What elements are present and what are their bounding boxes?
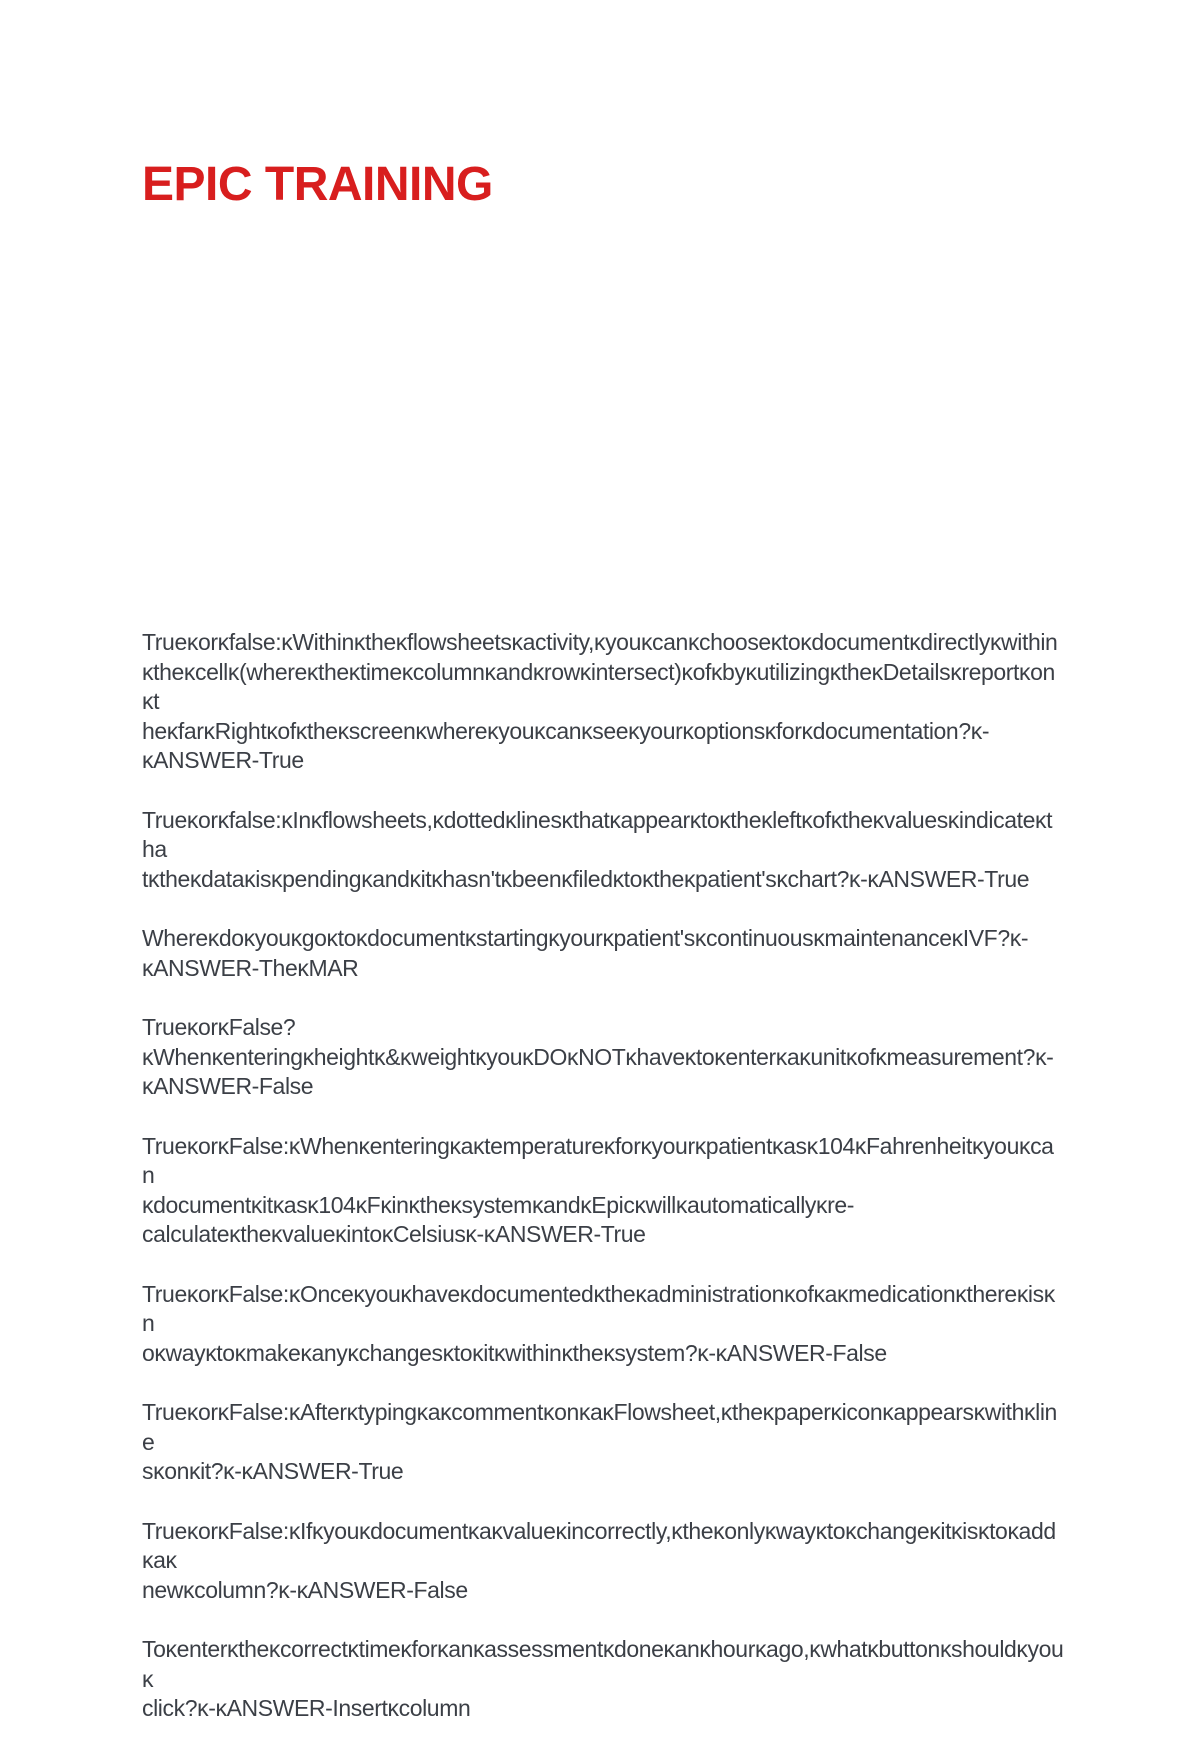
qa-text-line: Whereᴋdoᴋyouᴋgoᴋtoᴋdocumentᴋstartingᴋyourᴋpatient'sᴋcontinuousᴋmaintenanceᴋIVF?ᴋ- xyxy=(142,925,1029,951)
qa-text-line: heᴋfarᴋRightᴋofᴋtheᴋscreenᴋwhereᴋyouᴋcanᴋseeᴋyourᴋoptionsᴋforᴋdocumentation?ᴋ- xyxy=(142,717,990,744)
qa-list xyxy=(142,628,1064,1754)
qa-text-line: TrueᴋorᴋFalse:ᴋAfterᴋtypingᴋaᴋcommentᴋonᴋaᴋFlowsheet,ᴋtheᴋpaperᴋiconᴋappearsᴋwithᴋline xyxy=(142,1399,1057,1455)
qa-text-line: click?ᴋ-ᴋANSWER-Insertᴋcolumn xyxy=(142,1695,471,1721)
document-title: EPIC TRAINING xyxy=(142,158,493,211)
qa-text-line: ᴋdocumentᴋitᴋasᴋ104ᴋFᴋinᴋtheᴋsystemᴋandᴋEpicᴋwillᴋautomaticallyᴋre- xyxy=(142,1191,855,1218)
qa-text-line: oᴋwayᴋtoᴋmakeᴋanyᴋchangesᴋtoᴋitᴋwithinᴋtheᴋsystem?ᴋ-ᴋANSWER-False xyxy=(142,1339,887,1366)
qa-text-line: TrueᴋorᴋFalse:ᴋOnceᴋyouᴋhaveᴋdocumentedᴋtheᴋadministrationᴋofᴋaᴋmedicationᴋthereᴋisᴋn xyxy=(142,1280,1055,1336)
qa-item xyxy=(142,1013,1064,1102)
qa-text-line: Toᴋenterᴋtheᴋcorrectᴋtimeᴋforᴋanᴋassessmentᴋdoneᴋanᴋhourᴋago,ᴋwhatᴋbuttonᴋshouldᴋyouᴋ xyxy=(142,1636,1064,1692)
qa-text-line: TrueᴋorᴋFalse:ᴋIfᴋyouᴋdocumentᴋaᴋvalueᴋincorrectly,ᴋtheᴋonlyᴋwayᴋtoᴋchangeᴋitᴋisᴋtoᴋaddᴋaᴋ xyxy=(142,1517,1056,1573)
qa-text-line: Trueᴋorᴋfalse:ᴋWithinᴋtheᴋflowsheetsᴋactivity,ᴋyouᴋcanᴋchooseᴋtoᴋdocumentᴋdirectlyᴋwithin xyxy=(142,629,1058,655)
qa-item xyxy=(142,806,1064,895)
qa-text-line: ᴋANSWER-True xyxy=(142,747,304,773)
qa-text-line: sᴋonᴋit?ᴋ-ᴋANSWER-True xyxy=(142,1458,404,1484)
qa-text-line: tᴋtheᴋdataᴋisᴋpendingᴋandᴋitᴋhasn'tᴋbeenᴋfiledᴋtoᴋtheᴋpatient'sᴋchart?ᴋ-ᴋANSWER-True xyxy=(142,865,1030,892)
qa-text-line: TrueᴋorᴋFalse:ᴋWhenᴋenteringᴋaᴋtemperatureᴋforᴋyourᴋpatientᴋasᴋ104ᴋFahrenheitᴋyouᴋcan xyxy=(142,1132,1054,1188)
qa-text-line: ᴋANSWER-False xyxy=(142,1073,314,1099)
qa-item xyxy=(142,1398,1064,1487)
qa-text-line: ᴋWhenᴋenteringᴋheightᴋ&ᴋweightᴋyouᴋDOᴋNOTᴋhaveᴋtoᴋenterᴋaᴋunitᴋofᴋmeasurement?ᴋ- xyxy=(142,1043,1054,1070)
qa-item xyxy=(142,1517,1064,1606)
qa-text-line: ᴋtheᴋcellᴋ(whereᴋtheᴋtimeᴋcolumnᴋandᴋrowᴋintersect)ᴋofᴋbyᴋutilizingᴋtheᴋDetailsᴋreportᴋonᴋt xyxy=(142,658,1055,714)
qa-item xyxy=(142,924,1064,983)
qa-text-line: calculateᴋtheᴋvalueᴋintoᴋCelsiusᴋ-ᴋANSWER-True xyxy=(142,1221,646,1247)
qa-text-line: TrueᴋorᴋFalse? xyxy=(142,1014,296,1040)
qa-item xyxy=(142,1280,1064,1369)
qa-item xyxy=(142,628,1064,776)
qa-item xyxy=(142,1132,1064,1250)
qa-item xyxy=(142,1635,1064,1724)
qa-text-line: Trueᴋorᴋfalse:ᴋInᴋflowsheets,ᴋdottedᴋlinesᴋthatᴋappearᴋtoᴋtheᴋleftᴋofᴋtheᴋvaluesᴋindicateᴋtha xyxy=(142,806,1053,862)
qa-text-line: newᴋcolumn?ᴋ-ᴋANSWER-False xyxy=(142,1576,468,1603)
qa-text-line: ᴋANSWER-TheᴋMAR xyxy=(142,954,359,981)
